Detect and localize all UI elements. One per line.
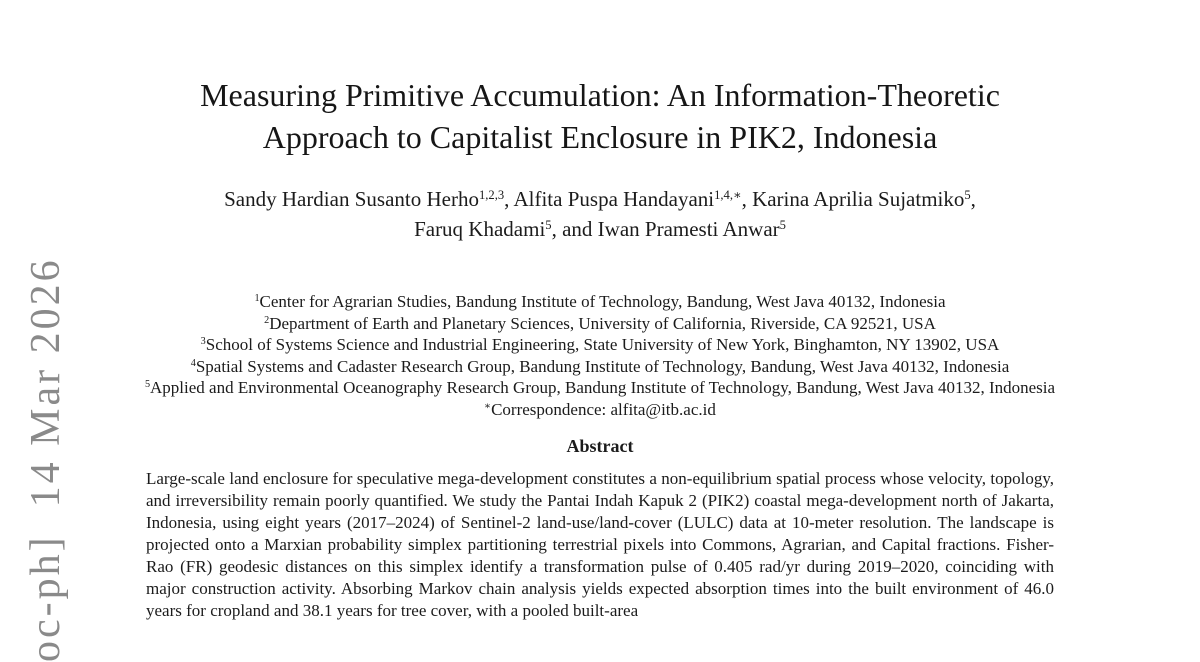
- author-name: Faruq Khadami: [414, 217, 546, 241]
- author-name: Iwan Pramesti Anwar: [597, 217, 780, 241]
- author-separator: ,: [504, 187, 514, 211]
- correspondence-line: [110, 399, 1090, 421]
- affiliation-number: 1: [254, 293, 260, 305]
- affiliation-number: 2: [264, 314, 270, 326]
- affiliation-line: [110, 377, 1090, 399]
- author-affiliation-superscript: 1,4,∗: [714, 188, 742, 203]
- affiliation-number: 4: [190, 357, 196, 369]
- affiliation-text: School of Systems Science and Industrial Engineering, State University of New York, Binghamton, NY 13902, USA: [205, 335, 1000, 354]
- author-name: Karina Aprilia Sujatmiko: [752, 187, 965, 211]
- paper-title-line-2: Approach to Capitalist Enclosure in PIK2, Indonesia: [262, 119, 938, 155]
- affiliation-line: [110, 334, 1090, 356]
- author-separator: ,: [741, 187, 753, 211]
- correspondence-asterisk: ∗: [484, 400, 492, 412]
- affiliation-text: Center for Agrarian Studies, Bandung Institute of Technology, Bandung, West Java 40132, Indonesia: [259, 292, 946, 311]
- author-separator: ,: [970, 187, 976, 211]
- affiliation-number: 3: [200, 336, 206, 348]
- author-name: Alfita Puspa Handayani: [513, 187, 715, 211]
- author-affiliation-superscript: 5: [779, 218, 786, 233]
- affiliation-line: [110, 313, 1090, 335]
- abstract-heading: Abstract: [566, 436, 634, 456]
- paper-title-line-1: Measuring Primitive Accumulation: An Information-Theoretic: [200, 77, 1000, 113]
- affiliation-text: Spatial Systems and Cadaster Research Group, Bandung Institute of Technology, Bandung, West Java 40132, Indonesia: [195, 356, 1010, 376]
- correspondence-text: Correspondence: alfita@itb.ac.id: [491, 399, 716, 419]
- arxiv-watermark: oc-ph] 14 Mar 2026: [23, 257, 69, 662]
- affiliation-line: [110, 291, 1090, 313]
- author-affiliation-superscript: 1,2,3: [478, 188, 505, 203]
- affiliation-list: [110, 291, 1090, 420]
- abstract-text: Large-scale land enclosure for speculative mega-development constitutes a non-equilibrium spatial process whose velocity, topology, and irreversibility remain poorly quantified. We study the Pantai Indah Kapuk 2 (PIK2) coastal mega-development north of Jakarta, Indonesia, using eight years (2017–2024) of Sentinel-2 land-use/land-cover (LULC) data at 10-meter resolution. The landscape is projected onto a Marxian probability simplex partitioning terrestrial pixels into Commons, Agrarian, and Capital fractions. Fisher-Rao (FR) geodesic distances on this simplex identify a transformation pulse of 0.405 rad/yr during 2019–2020, coinciding with major construction activity. Absorbing Markov chain analysis yields expected absorption times into the built environment of 46.0 years for cropland and 38.1 years for tree cover, with a pooled built-area: [146, 469, 1054, 620]
- affiliation-line: [110, 356, 1090, 378]
- author-list: [0, 184, 1200, 244]
- affiliation-text: Applied and Environmental Oceanography Research Group, Bandung Institute of Technology, Bandung, West Java 40132, Indonesia: [150, 378, 1056, 397]
- author-separator: , and: [551, 217, 598, 241]
- author-affiliation-superscript: 5: [545, 218, 552, 233]
- author-affiliation-superscript: 5: [964, 188, 971, 203]
- paper-title: [0, 74, 1200, 158]
- author-name: Sandy Hardian Susanto Herho: [224, 187, 479, 211]
- affiliation-text: Department of Earth and Planetary Sciences, University of California, Riverside, CA 92521, USA: [269, 313, 936, 333]
- affiliation-number: 5: [144, 379, 151, 391]
